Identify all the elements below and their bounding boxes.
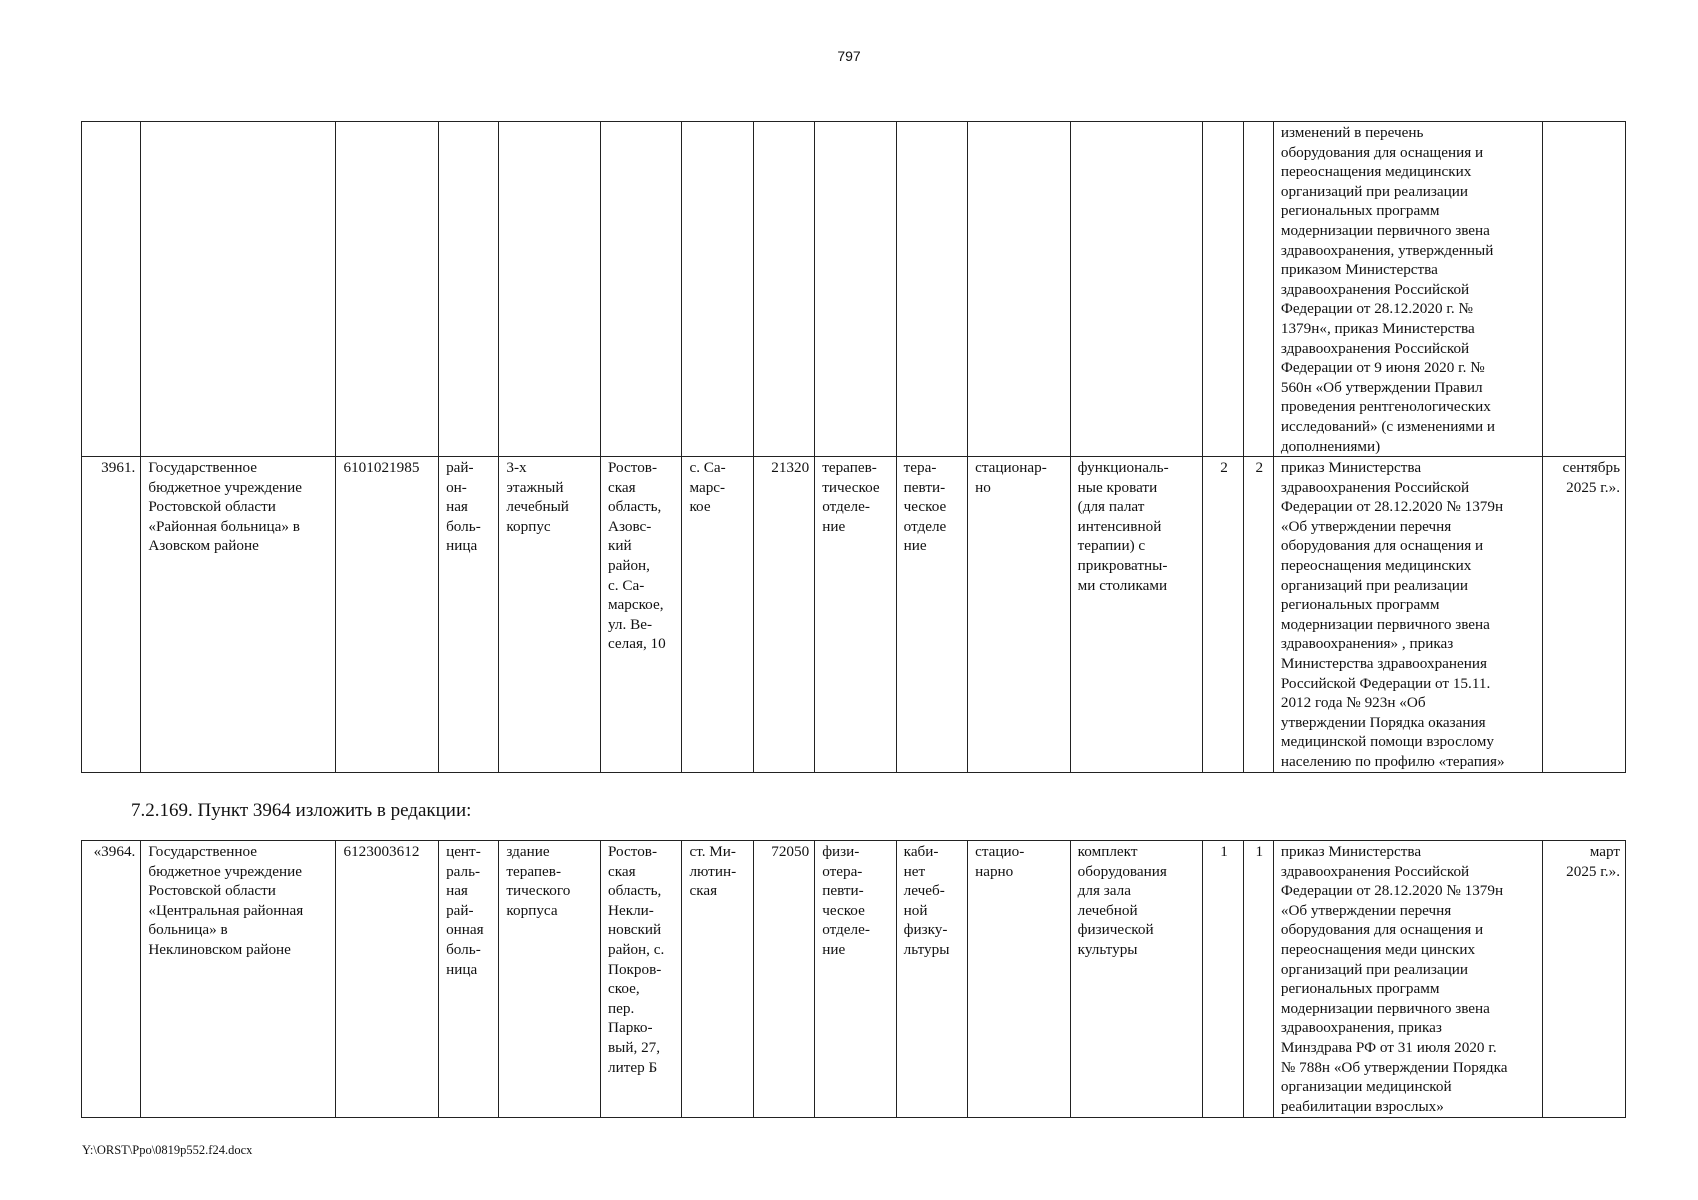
cell-basis: приказ Министерства здравоохранения Российской Федерации от 28.12.2020 № 1379н «Об утверждении перечня оборудования для оснащения и переоснащения меди цинских организаций при реализации региональных программ модернизации первичного звена здравоохранения, приказ Минздрава РФ от 31 июля 2020 г. № 788н «Об утверждении Порядка организации медицинской реабилитации взрослых» bbox=[1273, 841, 1543, 1118]
cell-basis: изменений в перечень оборудования для оснащения и переоснащения медицинских организаций при реализации региональных программ модернизации первичного звена здравоохранения, утвержденный приказом Министерства здравоохранения Российской Федерации от 28.12.2020 г. № 1379н«, приказ Министерства здравоохранения Российской Федерации от 9 июня 2020 г. № 560н «Об утверждении Правил проведения рентгенологических исследований» (с изменениями и дополнениями) bbox=[1273, 122, 1543, 457]
section-intro: 7.2.169. Пункт 3964 изложить в редакции: bbox=[131, 800, 472, 821]
cell-unit bbox=[896, 122, 967, 457]
cell-address bbox=[600, 122, 681, 457]
cell-date: март 2025 г.». bbox=[1543, 841, 1626, 1118]
cell-department: терапев- тическое отделе- ние bbox=[815, 457, 896, 773]
cell-inn bbox=[336, 122, 439, 457]
cell-qty2: 2 bbox=[1243, 457, 1273, 773]
cell-unit: каби- нет лечеб- ной физку- льтуры bbox=[896, 841, 967, 1118]
cell-locality: ст. Ми- лютин- ская bbox=[682, 841, 753, 1118]
cell-code bbox=[753, 122, 814, 457]
cell-equipment: комплект оборудования для зала лечебной физической культуры bbox=[1070, 841, 1203, 1118]
cell-mode bbox=[968, 122, 1071, 457]
cell-num: «3964. bbox=[82, 841, 141, 1118]
cell-type: рай- он- ная боль- ница bbox=[439, 457, 499, 773]
cell-institution bbox=[141, 122, 336, 457]
cell-inn: 6101021985 bbox=[336, 457, 439, 773]
cell-code: 72050 bbox=[753, 841, 814, 1118]
footer-file-path: Y:\ORST\Ppo\0819p552.f24.docx bbox=[82, 1143, 253, 1157]
cell-equipment: функциональ- ные кровати (для палат интенсивной терапии) с прикроватны- ми столиками bbox=[1070, 457, 1203, 773]
cell-building: 3-х этажный лечебный корпус bbox=[499, 457, 601, 773]
cell-type bbox=[439, 122, 499, 457]
equipment-table-bottom bbox=[81, 840, 1626, 1118]
cell-date: сентябрь 2025 г.». bbox=[1543, 457, 1626, 773]
cell-department bbox=[815, 122, 896, 457]
cell-equipment bbox=[1070, 122, 1203, 457]
cell-building: здание терапев- тического корпуса bbox=[499, 841, 601, 1118]
cell-institution: Государственное бюджетное учреждение Ростовской области «Центральная районная больница» в Неклиновском районе bbox=[141, 841, 336, 1118]
cell-building bbox=[499, 122, 601, 457]
cell-basis: приказ Министерства здравоохранения Российской Федерации от 28.12.2020 № 1379н «Об утверждении перечня оборудования для оснащения и переоснащения медицинских организаций при реализации региональных программ модернизации первичного звена здравоохранения» , приказ Министерства здравоохранения Российской Федерации от 15.11. 2012 года № 923н «Об утверждении Порядка оказания медицинской помощи взрослому населению по профилю «терапия» bbox=[1273, 457, 1543, 773]
cell-type: цент- раль- ная рай- онная боль- ница bbox=[439, 841, 499, 1118]
cell-qty1: 2 bbox=[1203, 457, 1243, 773]
cell-locality bbox=[682, 122, 753, 457]
cell-mode: стационар- но bbox=[968, 457, 1071, 773]
cell-mode: стацио- нарно bbox=[968, 841, 1071, 1118]
cell-department: физи- отера- певти- ческое отделе- ние bbox=[815, 841, 896, 1118]
cell-code: 21320 bbox=[753, 457, 814, 773]
table-row-3961 bbox=[82, 457, 1626, 773]
cell-num bbox=[82, 122, 141, 457]
cell-num: 3961. bbox=[82, 457, 141, 773]
cell-date bbox=[1543, 122, 1626, 457]
page-number: 797 bbox=[837, 48, 861, 64]
cell-inn: 6123003612 bbox=[336, 841, 439, 1118]
table-row-continuation bbox=[82, 122, 1626, 457]
cell-locality: с. Са- марс- кое bbox=[682, 457, 753, 773]
table-row-3964 bbox=[82, 841, 1626, 1118]
cell-address: Ростов- ская область, Некли- новский район, с. Покров- ское, пер. Парко- вый, 27, литер Б bbox=[600, 841, 681, 1118]
cell-qty2: 1 bbox=[1243, 841, 1273, 1118]
cell-address: Ростов- ская область, Азовс- кий район, с. Са- марское, ул. Ве- селая, 10 bbox=[600, 457, 681, 773]
cell-unit: тера- певти- ческое отделе ние bbox=[896, 457, 967, 773]
cell-qty1: 1 bbox=[1203, 841, 1243, 1118]
equipment-table-top bbox=[81, 121, 1626, 773]
cell-institution: Государственное бюджетное учреждение Ростовской области «Районная больница» в Азовском районе bbox=[141, 457, 336, 773]
cell-qty1 bbox=[1203, 122, 1243, 457]
cell-qty2 bbox=[1243, 122, 1273, 457]
